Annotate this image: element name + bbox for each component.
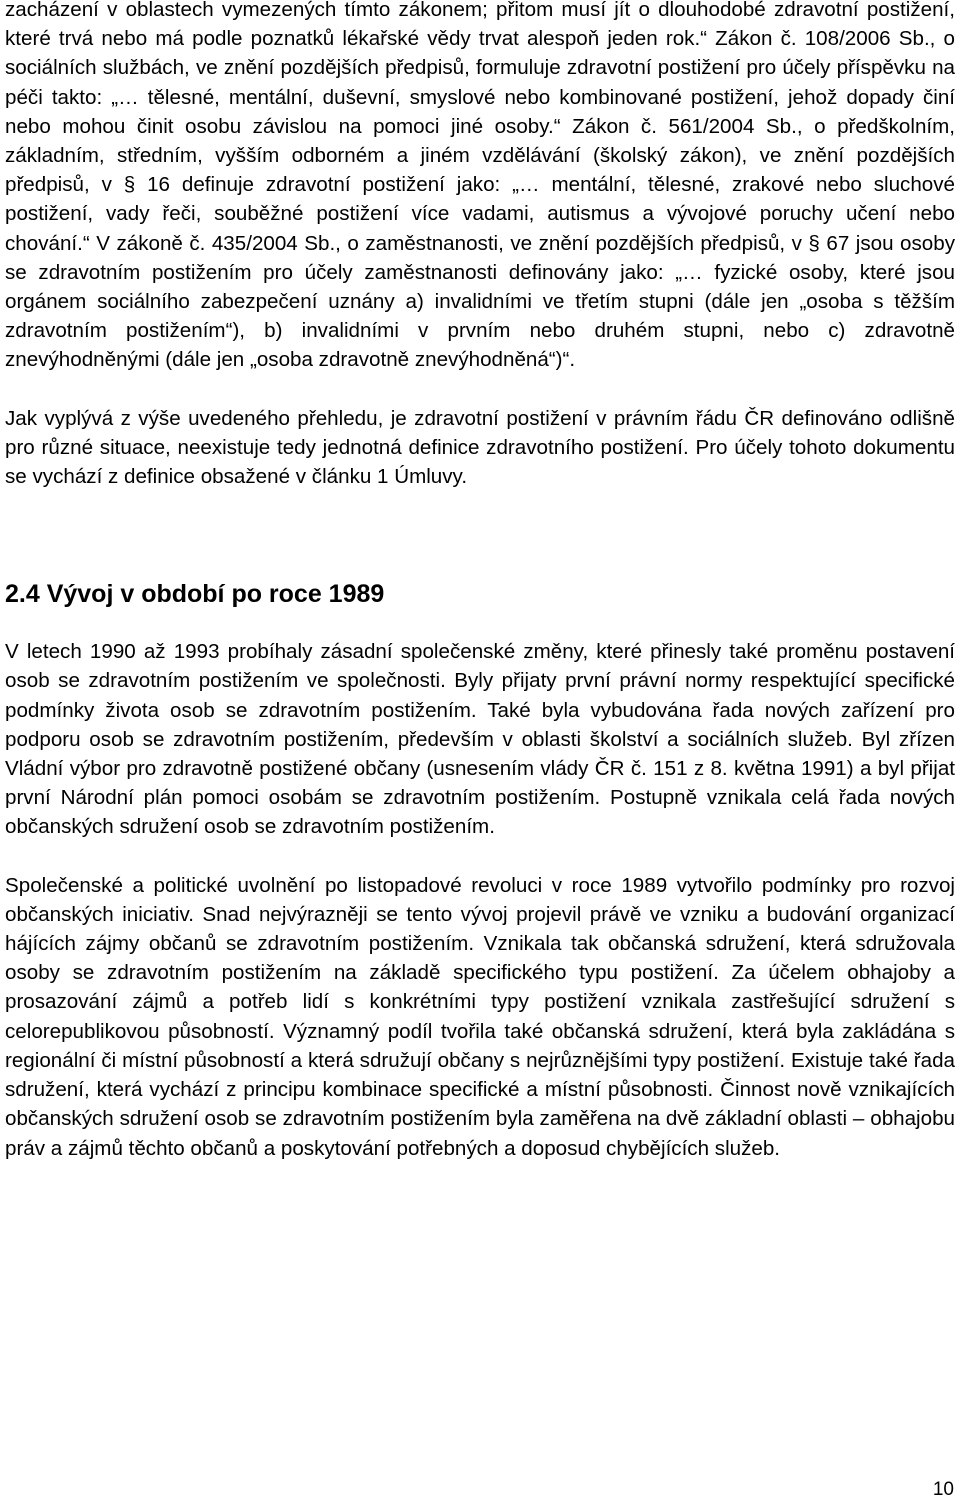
paragraph-legal-definitions: zacházení v oblastech vymezených tímto zákonem; přitom musí jít o dlouhodobé zdravotní postižení, které trvá nebo má podle poznatků lékařské vědy trvat alespoň jeden rok.“ Zákon č. 108/2006 Sb., o sociálních službách, ve znění pozdějších předpisů, formuluje zdravotní postižení pro účely příspěvku na péči takto: „… tělesné, mentální, duševní, smyslové nebo kombinované postižení, jehož dopady činí nebo mohou činit osobu závislou na pomoci jiné osoby.“ Zákon č. 561/2004 Sb., o předškolním, základním, středním, vyšším odborném a jiném vzdělávání (školský zákon), ve znění pozdějších předpisů, v § 16 definuje zdravotní postižení jako: „… mentální, tělesné, zrakové nebo sluchové postižení, vady řeči, souběžné postižení více vadami, autismus a vývojové poruchy učení nebo chování.“ V zákoně č. 435/2004 Sb., o zaměstnanosti, ve znění pozdějších předpisů, v § 67 jsou osoby se zdravotním postižením pro účely zaměstnanosti definovány jako: „… fyzické osoby, které jsou orgánem sociálního zabezpečení uznány a) invalidními ve třetím stupni (dále jen „osoba s těžším zdravotním postižením“), b) invalidními v prvním nebo druhém stupni, nebo c) zdravotně znevýhodněnými (dále jen „osoba zdravotně znevýhodněná“)“. (5, 0, 955, 372)
section-heading: 2.4 Vývoj v období po roce 1989 (5, 580, 385, 609)
document-page (5, 0, 955, 1163)
paragraph-1990-1993: V letech 1990 až 1993 probíhaly zásadní společenské změny, které přinesly také proměnu postavení osob se zdravotním postižením ve společnosti. Byly přijaty první právní normy respektující specifické podmínky života osob se zdravotním postižením. Také byla vybudována řada nových zařízení pro podporu osob se zdravotním postižením, především v oblasti školství a sociálních služeb. Byl zřízen Vládní výbor pro zdravotně postižené občany (usnesením vlády ČR č. 151 z 8. května 1991) a byl přijat první Národní plán pomoci osobám se zdravotním postižením. Postupně vznikala celá řada nových občanských sdružení osob se zdravotním postižením. (5, 640, 955, 839)
page-number: 10 (932, 1479, 954, 1500)
paragraph-civic-initiatives: Společenské a politické uvolnění po listopadové revoluci v roce 1989 vytvořilo podmínky pro rozvoj občanských iniciativ. Snad nejvýrazněji se tento vývoj projevil právě ve vzniku a budování organizací hájících zájmy občanů se zdravotním postižením. Vznikala tak občanská sdružení, která sdružovala osoby se zdravotním postižením na základě specifického typu postižení. Za účelem obhajoby a prosazování zájmů a potřeb lidí s konkrétními typy postižení vznikala zastřešující sdružení s celorepublikovou působností. Významný podíl tvořila také občanská sdružení, která byla zakládána s regionální či místní působností a která sdružují občany s nejrůznějšími typy postižení. Existuje také řada sdružení, která vychází z principu kombinace specifické a místní působnosti. Činnost nově vznikajících občanských sdružení osob se zdravotním postižením byla zaměřena na dvě základní oblasti – obhajobu práv a zájmů těchto občanů a poskytování potřebných a doposud chybějících služeb. (5, 873, 955, 1160)
paragraph-definition-summary: Jak vyplývá z výše uvedeného přehledu, je zdravotní postižení v právním řádu ČR definováno odlišně pro různé situace, neexistuje tedy jednotná definice zdravotního postižení. Pro účely tohoto dokumentu se vychází z definice obsažené v článku 1 Úmluvy. (5, 406, 955, 489)
